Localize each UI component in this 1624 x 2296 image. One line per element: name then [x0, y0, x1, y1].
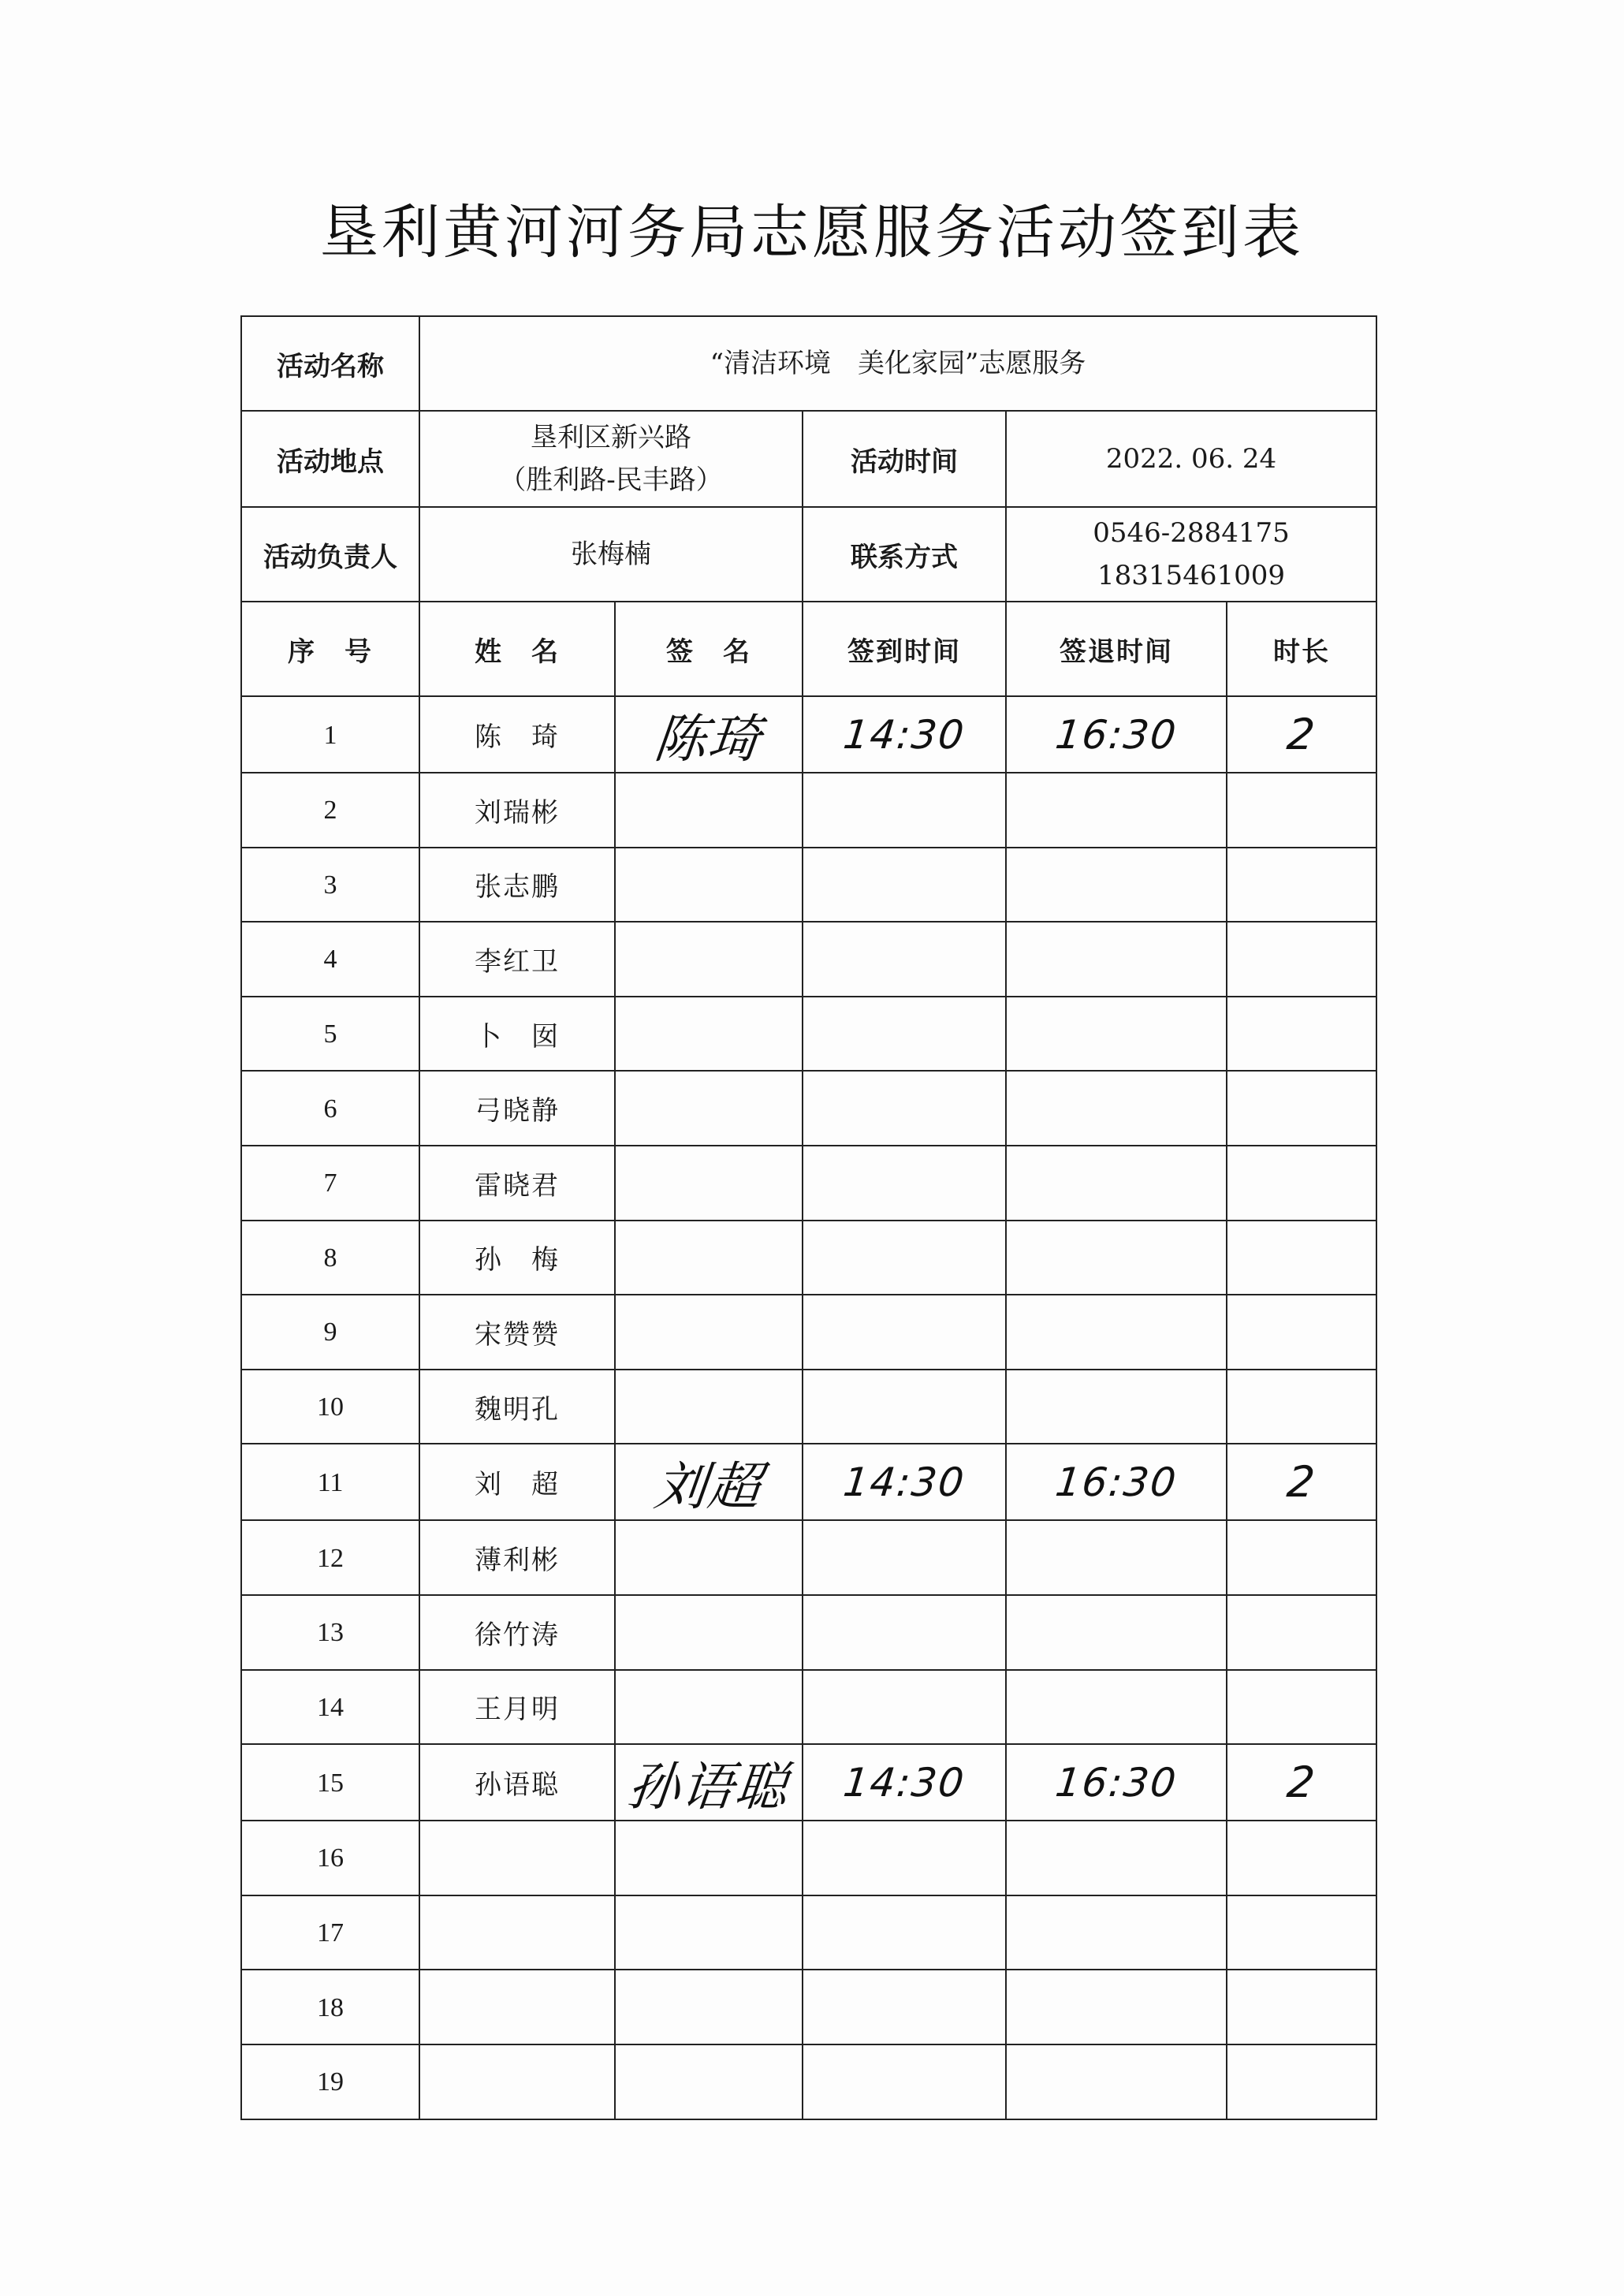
row-duration-cell — [1227, 1370, 1376, 1444]
table-row — [241, 922, 1376, 997]
row-name-text: 孙语聪 — [475, 1769, 560, 1802]
row-seq-text: 4 — [323, 945, 337, 975]
table-row — [241, 1595, 1376, 1670]
row-signature-cell — [615, 773, 803, 848]
row-seq-text: 3 — [323, 870, 337, 900]
row-seq-text: 19 — [317, 2067, 344, 2097]
row-signature-cell — [615, 1970, 803, 2044]
row-seq-cell — [241, 1670, 419, 1745]
row-checkin-cell — [803, 2044, 1006, 2119]
activity-time-value: 2022. 06. 24 — [1006, 411, 1376, 507]
row-seq-text: 11 — [317, 1467, 344, 1497]
row-signature-text: 陈琦 — [651, 709, 765, 770]
row-checkout-cell — [1006, 1821, 1227, 1895]
table-row — [241, 773, 1376, 848]
row-name-text: 李红卫 — [475, 945, 560, 978]
row-checkout-cell — [1006, 1744, 1227, 1821]
row-checkout-cell — [1006, 1295, 1227, 1370]
row-checkin-cell — [803, 1071, 1006, 1146]
row-duration-cell — [1227, 1146, 1376, 1221]
activity-location-row — [241, 411, 1376, 507]
row-duration-cell — [1227, 997, 1376, 1072]
row-duration-cell — [1227, 1595, 1376, 1670]
row-checkin-text: 14:30 — [840, 711, 968, 758]
row-name-text: 薄利彬 — [475, 1545, 560, 1577]
row-name-text: 魏明孔 — [475, 1393, 560, 1426]
row-duration-cell — [1227, 2044, 1376, 2119]
row-name-cell — [419, 1295, 615, 1370]
row-signature-cell — [615, 1071, 803, 1146]
row-checkin-cell — [803, 773, 1006, 848]
row-name-cell — [419, 997, 615, 1072]
row-checkin-cell — [803, 1221, 1006, 1295]
activity-location-label: 活动地点 — [241, 411, 419, 507]
row-name-cell — [419, 1821, 615, 1895]
row-seq-text: 16 — [317, 1843, 344, 1873]
row-name-cell — [419, 1444, 615, 1520]
table-row — [241, 1895, 1376, 1970]
row-checkout-cell — [1006, 1071, 1227, 1146]
sign-in-sheet — [240, 315, 1377, 2120]
row-signature-cell — [615, 1146, 803, 1221]
location-line-1: 垦利区新兴路 — [531, 422, 691, 453]
row-seq-text: 14 — [317, 1692, 344, 1722]
row-duration-cell — [1227, 1295, 1376, 1370]
row-signature-cell — [615, 696, 803, 773]
row-duration-cell — [1227, 1071, 1376, 1146]
row-checkin-text: 14:30 — [840, 1759, 968, 1806]
row-signature-text: 刘超 — [651, 1456, 765, 1518]
row-seq-text: 18 — [317, 1992, 344, 2022]
row-checkout-cell — [1006, 773, 1227, 848]
row-name-text: 弓晓静 — [475, 1095, 560, 1128]
activity-name-value: “清洁环境 美化家园”志愿服务 — [419, 316, 1376, 411]
row-signature-cell — [615, 848, 803, 922]
row-name-text: 王月明 — [475, 1694, 560, 1726]
row-name-text: 徐竹涛 — [475, 1619, 560, 1651]
activity-leader-value: 张梅楠 — [419, 507, 803, 602]
row-checkin-cell — [803, 922, 1006, 997]
row-checkout-text: 16:30 — [1052, 1759, 1180, 1806]
row-signature-cell — [615, 997, 803, 1072]
column-header-row — [241, 602, 1376, 696]
row-seq-cell — [241, 1595, 419, 1670]
row-checkin-cell — [803, 848, 1006, 922]
row-checkin-cell — [803, 1595, 1006, 1670]
contact-phone-1: 0546-2884175 — [1093, 517, 1290, 549]
row-seq-cell — [241, 1520, 419, 1595]
row-checkout-cell — [1006, 696, 1227, 773]
row-name-cell — [419, 1595, 615, 1670]
row-signature-cell — [615, 1744, 803, 1821]
row-duration-text: 2 — [1284, 1757, 1319, 1808]
activity-name-label: 活动名称 — [241, 316, 419, 411]
row-name-text: 刘 超 — [475, 1469, 560, 1501]
row-checkin-cell — [803, 696, 1006, 773]
row-checkin-cell — [803, 1821, 1006, 1895]
activity-leader-row — [241, 507, 1376, 602]
table-row — [241, 997, 1376, 1072]
row-name-text: 张志鹏 — [475, 871, 560, 904]
row-signature-cell — [615, 1295, 803, 1370]
table-row — [241, 1744, 1376, 1821]
row-duration-cell — [1227, 1744, 1376, 1821]
row-seq-cell — [241, 1444, 419, 1520]
row-checkin-cell — [803, 997, 1006, 1072]
row-seq-cell — [241, 922, 419, 997]
row-checkin-cell — [803, 1146, 1006, 1221]
row-seq-text: 10 — [317, 1392, 344, 1422]
row-checkout-cell — [1006, 1670, 1227, 1745]
table-row — [241, 1071, 1376, 1146]
row-duration-cell — [1227, 1970, 1376, 2044]
row-seq-text: 5 — [323, 1019, 337, 1049]
row-duration-cell — [1227, 848, 1376, 922]
row-duration-cell — [1227, 773, 1376, 848]
row-name-text: 刘瑞彬 — [475, 796, 560, 829]
contact-value — [1006, 507, 1376, 602]
table-row — [241, 696, 1376, 773]
row-signature-text: 孙语聪 — [624, 1757, 792, 1818]
row-checkout-cell — [1006, 1895, 1227, 1970]
row-name-cell — [419, 2044, 615, 2119]
row-seq-cell — [241, 848, 419, 922]
row-checkout-cell — [1006, 1595, 1227, 1670]
table-row — [241, 2044, 1376, 2119]
row-name-cell — [419, 848, 615, 922]
row-seq-cell — [241, 2044, 419, 2119]
row-signature-cell — [615, 922, 803, 997]
row-name-cell — [419, 1146, 615, 1221]
row-checkout-cell — [1006, 848, 1227, 922]
row-seq-text: 12 — [317, 1543, 344, 1573]
row-checkout-cell — [1006, 2044, 1227, 2119]
table-row — [241, 1970, 1376, 2044]
row-name-text: 陈 琦 — [475, 721, 560, 753]
col-header-signature: 签 名 — [615, 602, 803, 696]
row-signature-cell — [615, 1520, 803, 1595]
table-row — [241, 848, 1376, 922]
row-seq-cell — [241, 773, 419, 848]
row-signature-cell — [615, 1595, 803, 1670]
activity-leader-label: 活动负责人 — [241, 507, 419, 602]
col-header-name: 姓 名 — [419, 602, 615, 696]
row-name-cell — [419, 1970, 615, 2044]
row-seq-text: 17 — [317, 1918, 344, 1948]
row-duration-cell — [1227, 696, 1376, 773]
table-row — [241, 1520, 1376, 1595]
row-duration-cell — [1227, 1821, 1376, 1895]
row-seq-text: 7 — [323, 1168, 337, 1198]
row-duration-text: 2 — [1284, 710, 1319, 759]
row-name-cell — [419, 1370, 615, 1444]
row-duration-cell — [1227, 1895, 1376, 1970]
row-seq-cell — [241, 696, 419, 773]
row-name-cell — [419, 1895, 615, 1970]
row-seq-text: 9 — [323, 1318, 337, 1347]
row-name-text: 宋赞赞 — [475, 1318, 560, 1351]
col-header-duration: 时长 — [1227, 602, 1376, 696]
row-signature-cell — [615, 1821, 803, 1895]
row-checkin-cell — [803, 1295, 1006, 1370]
row-checkin-cell — [803, 1670, 1006, 1745]
row-checkin-cell — [803, 1444, 1006, 1520]
row-duration-cell — [1227, 1670, 1376, 1745]
row-seq-cell — [241, 1370, 419, 1444]
row-seq-cell — [241, 1821, 419, 1895]
row-seq-cell — [241, 1295, 419, 1370]
row-duration-cell — [1227, 1444, 1376, 1520]
row-seq-cell — [241, 1970, 419, 2044]
row-name-cell — [419, 1071, 615, 1146]
row-seq-cell — [241, 1071, 419, 1146]
row-checkin-cell — [803, 1520, 1006, 1595]
row-checkin-cell — [803, 1370, 1006, 1444]
table-row — [241, 1370, 1376, 1444]
row-duration-cell — [1227, 922, 1376, 997]
row-seq-cell — [241, 997, 419, 1072]
row-duration-cell — [1227, 1221, 1376, 1295]
location-line-2: （胜利路-民丰路） — [499, 464, 723, 496]
row-seq-text: 1 — [323, 720, 337, 750]
row-checkout-cell — [1006, 1520, 1227, 1595]
row-checkin-cell — [803, 1744, 1006, 1821]
table-row — [241, 1221, 1376, 1295]
row-seq-text: 13 — [317, 1618, 344, 1648]
row-signature-cell — [615, 1670, 803, 1745]
table-row — [241, 1146, 1376, 1221]
row-seq-cell — [241, 1221, 419, 1295]
row-checkout-cell — [1006, 1221, 1227, 1295]
row-name-cell — [419, 1670, 615, 1745]
row-checkin-cell — [803, 1895, 1006, 1970]
row-name-cell — [419, 773, 615, 848]
row-seq-text: 15 — [317, 1768, 344, 1798]
page-title: 垦利黄河河务局志愿服务活动签到表 — [320, 199, 1304, 266]
row-checkin-cell — [803, 1970, 1006, 2044]
contact-phone-2: 18315461009 — [1097, 560, 1285, 591]
activity-name-row — [241, 316, 1376, 411]
row-name-text: 孙 梅 — [475, 1244, 560, 1277]
table-row — [241, 1444, 1376, 1520]
row-checkin-text: 14:30 — [840, 1459, 968, 1505]
row-checkout-cell — [1006, 997, 1227, 1072]
row-signature-cell — [615, 2044, 803, 2119]
col-header-checkin: 签到时间 — [803, 602, 1006, 696]
row-name-text: 雷晓君 — [475, 1169, 560, 1202]
row-duration-cell — [1227, 1520, 1376, 1595]
row-name-cell — [419, 922, 615, 997]
table-row — [241, 1295, 1376, 1370]
row-checkout-text: 16:30 — [1052, 1459, 1180, 1505]
row-name-cell — [419, 1744, 615, 1821]
row-checkout-text: 16:30 — [1052, 711, 1180, 758]
table-row — [241, 1670, 1376, 1745]
row-seq-text: 2 — [323, 796, 337, 826]
row-seq-cell — [241, 1744, 419, 1821]
row-name-cell — [419, 1520, 615, 1595]
row-duration-text: 2 — [1284, 1457, 1319, 1508]
row-name-cell — [419, 696, 615, 773]
row-name-text: 卜 囡 — [475, 1020, 560, 1053]
row-name-cell — [419, 1221, 615, 1295]
row-signature-cell — [615, 1444, 803, 1520]
row-seq-text: 8 — [323, 1243, 337, 1273]
row-checkout-cell — [1006, 922, 1227, 997]
table-row — [241, 1821, 1376, 1895]
row-seq-cell — [241, 1895, 419, 1970]
col-header-seq: 序 号 — [241, 602, 419, 696]
row-seq-cell — [241, 1146, 419, 1221]
row-seq-text: 6 — [323, 1094, 337, 1124]
row-signature-cell — [615, 1221, 803, 1295]
row-checkout-cell — [1006, 1370, 1227, 1444]
row-checkout-cell — [1006, 1444, 1227, 1520]
activity-time-label: 活动时间 — [803, 411, 1006, 507]
row-checkout-cell — [1006, 1146, 1227, 1221]
contact-label: 联系方式 — [803, 507, 1006, 602]
activity-location-value — [419, 411, 803, 507]
row-signature-cell — [615, 1895, 803, 1970]
row-signature-cell — [615, 1370, 803, 1444]
row-checkout-cell — [1006, 1970, 1227, 2044]
col-header-checkout: 签退时间 — [1006, 602, 1227, 696]
